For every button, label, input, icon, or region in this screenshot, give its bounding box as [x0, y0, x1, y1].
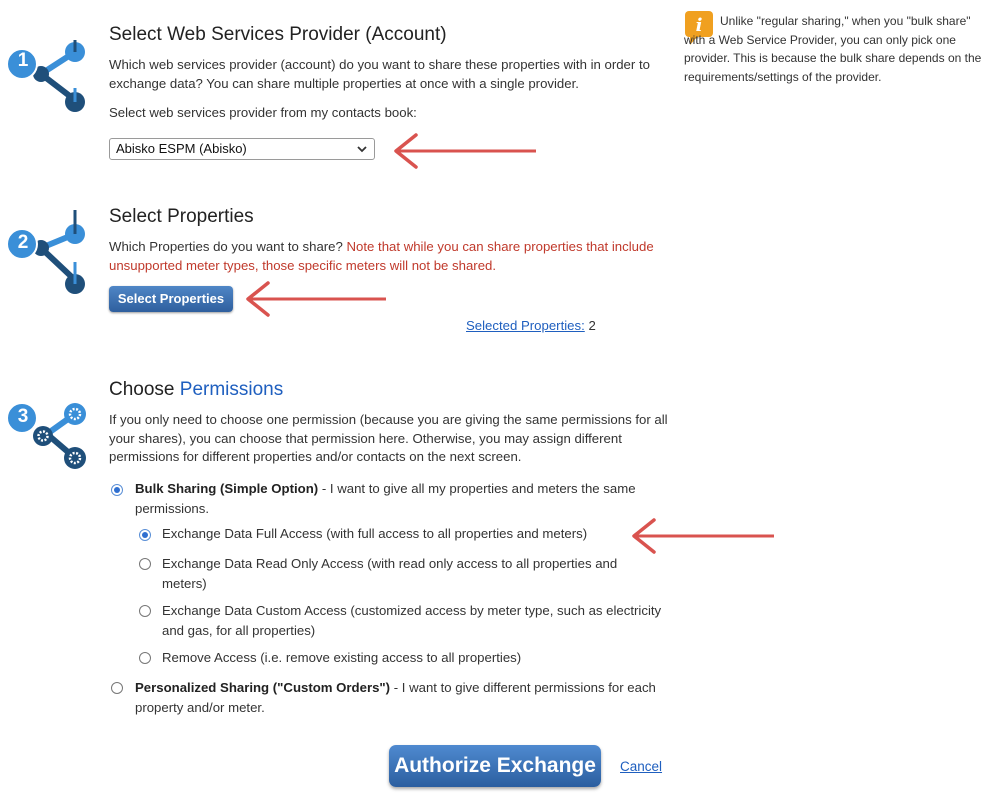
step-2-text	[109, 238, 669, 275]
read-only-access-radio[interactable]	[139, 558, 151, 570]
step-2-number: 2	[17, 232, 29, 253]
step-1-title: Select Web Services Provider (Account)	[109, 24, 447, 45]
step-2-warning: Note that while you can share properties that include unsupported meter types, those specific meters will not be shared.	[109, 239, 654, 273]
bulk-sharing-title: Bulk Sharing (Simple Option)	[135, 481, 319, 496]
step-1-description: Which web services provider (account) do you want to share these properties with in order to exchange data? You can share multiple properties at once with a single provider.	[109, 57, 650, 91]
custom-access-radio[interactable]	[139, 605, 151, 617]
remove-access-label: Remove Access (i.e. remove existing access to all properties)	[162, 650, 522, 665]
custom-access-label: Exchange Data Custom Access (customized access by meter type, such as electricity and gas, for all properties)	[162, 603, 662, 638]
personalized-sharing-label	[135, 678, 675, 718]
cancel-link[interactable]: Cancel	[620, 759, 663, 774]
select-properties-button[interactable]: Select Properties	[109, 286, 233, 312]
read-only-access-label: Exchange Data Read Only Access (with read only access to all properties and meters)	[162, 556, 618, 591]
red-arrow-icon	[242, 281, 388, 317]
step-3-title-prefix: Choose	[109, 379, 175, 400]
remove-access-radio[interactable]	[139, 652, 151, 664]
svg-text:i: i	[695, 15, 703, 36]
provider-select[interactable]	[109, 138, 375, 160]
step-3-description: If you only need to choose one permission (because you are giving the same permissions for all your shares), you can choose that permission here. Otherwise, you may assign different permissions for different properties and/or contacts on the next screen.	[109, 412, 668, 464]
authorize-exchange-button[interactable]: Authorize Exchange	[389, 745, 601, 787]
full-access-label: Exchange Data Full Access (with full access to all properties and meters)	[162, 526, 588, 541]
bulk-sharing-label	[135, 479, 675, 519]
step-1-number: 1	[17, 50, 29, 71]
red-arrow-icon	[390, 133, 540, 169]
bulk-sharing-desc: - I want to give all my properties and meters the same permissions.	[135, 481, 636, 516]
personalized-sharing-radio[interactable]	[111, 682, 123, 694]
selected-properties-link[interactable]: Selected Properties:	[466, 318, 585, 333]
permissions-link[interactable]: Permissions	[179, 379, 284, 400]
chevron-down-icon	[356, 143, 368, 155]
step-3-title	[109, 379, 283, 401]
selected-properties	[466, 317, 596, 336]
provider-select-label: Select web services provider from my contacts book:	[109, 105, 417, 120]
info-note: Unlike "regular sharing," when you "bulk share" with a Web Service Provider, you can only pick one provider. This is because the bulk share depends on the requirements/settings of the provider.	[684, 14, 982, 84]
selected-properties-count: 2	[588, 318, 596, 333]
bulk-sharing-radio[interactable]	[111, 484, 123, 496]
step-3-number: 3	[17, 406, 29, 427]
step-2-question: Which Properties do you want to share?	[109, 239, 343, 254]
provider-select-value: Abisko ESPM (Abisko)	[116, 141, 247, 156]
step-2-title: Select Properties	[109, 206, 254, 227]
full-access-radio[interactable]	[139, 529, 151, 541]
red-arrow-icon	[628, 518, 776, 554]
personalized-sharing-desc: - I want to give different permissions for each property and/or meter.	[135, 680, 656, 715]
personalized-sharing-title: Personalized Sharing ("Custom Orders")	[135, 680, 391, 695]
